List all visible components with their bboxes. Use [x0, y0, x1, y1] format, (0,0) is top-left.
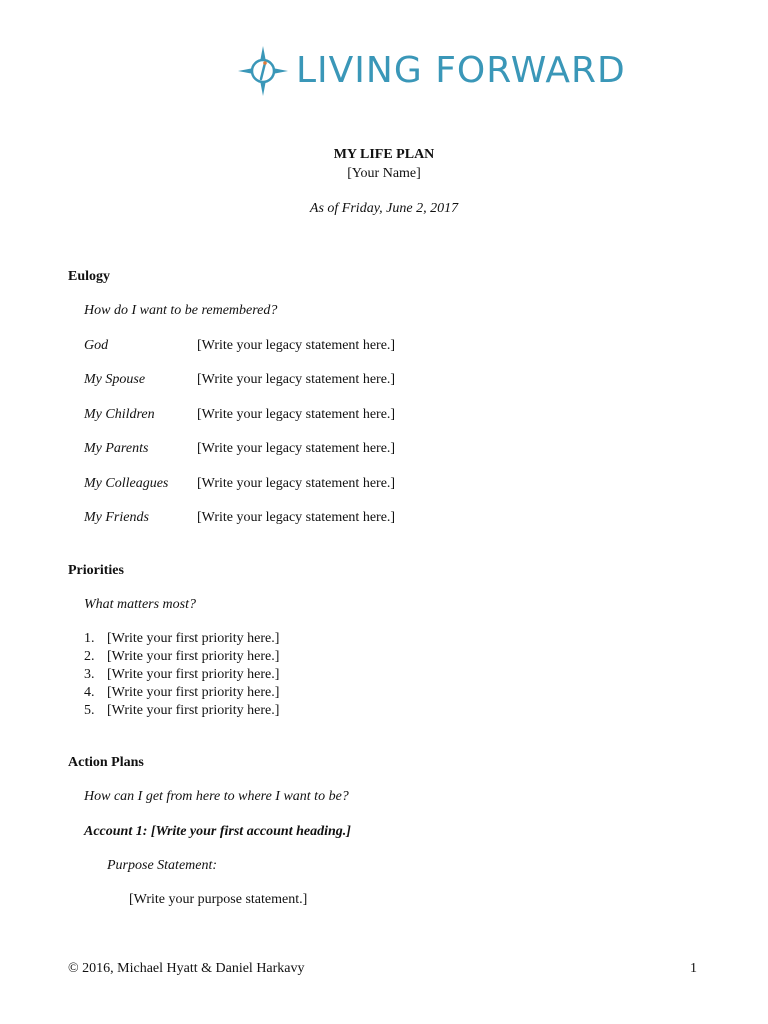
legacy-row [84, 338, 684, 358]
legacy-label: My Spouse [84, 372, 146, 387]
legacy-row [84, 407, 684, 427]
list-number: 5. [84, 703, 95, 718]
action-plans-heading: Action Plans [68, 755, 144, 770]
legacy-statement: [Write your legacy statement here.] [197, 372, 396, 387]
legacy-statement: [Write your legacy statement here.] [197, 441, 396, 456]
legacy-row [84, 476, 684, 496]
list-number: 3. [84, 667, 95, 682]
name-placeholder: [Your Name] [347, 166, 421, 181]
brand-logo [236, 44, 626, 98]
legacy-statement: [Write your legacy statement here.] [197, 476, 396, 491]
priority-text: [Write your first priority here.] [107, 631, 280, 646]
purpose-statement: [Write your purpose statement.] [129, 892, 308, 907]
legacy-statement: [Write your legacy statement here.] [197, 510, 396, 525]
legacy-label: My Colleagues [84, 476, 169, 491]
list-item [84, 631, 279, 649]
list-item [84, 703, 279, 721]
legacy-statement: [Write your legacy statement here.] [197, 407, 396, 422]
legacy-label: God [84, 338, 109, 353]
purpose-label: Purpose Statement: [107, 858, 218, 873]
page-number: 1 [690, 961, 697, 976]
compass-icon [236, 44, 290, 98]
list-item [84, 667, 279, 685]
brand-name: LIVING FORWARD [296, 50, 626, 91]
list-item [84, 685, 279, 703]
priority-text: [Write your first priority here.] [107, 667, 280, 682]
list-number: 1. [84, 631, 95, 646]
eulogy-prompt: How do I want to be remembered? [84, 303, 278, 318]
priorities-prompt: What matters most? [84, 597, 196, 612]
legacy-label: My Friends [84, 510, 149, 525]
legacy-row [84, 441, 684, 461]
priority-text: [Write your first priority here.] [107, 685, 280, 700]
priority-text: [Write your first priority here.] [107, 703, 280, 718]
list-item [84, 649, 279, 667]
legacy-label: My Parents [84, 441, 149, 456]
legacy-row [84, 372, 684, 392]
legacy-row [84, 510, 684, 530]
footer-copyright: © 2016, Michael Hyatt & Daniel Harkavy [68, 961, 305, 976]
legacy-statement: [Write your legacy statement here.] [197, 338, 396, 353]
eulogy-heading: Eulogy [68, 269, 111, 284]
list-number: 4. [84, 685, 95, 700]
account-heading: Account 1: [Write your first account heading.] [84, 824, 351, 839]
priorities-heading: Priorities [68, 563, 124, 578]
priority-text: [Write your first priority here.] [107, 649, 280, 664]
list-number: 2. [84, 649, 95, 664]
legacy-label: My Children [84, 407, 155, 422]
action-plans-prompt: How can I get from here to where I want to be? [84, 789, 349, 804]
page-title: MY LIFE PLAN [333, 147, 435, 162]
as-of-date: As of Friday, June 2, 2017 [309, 201, 459, 216]
